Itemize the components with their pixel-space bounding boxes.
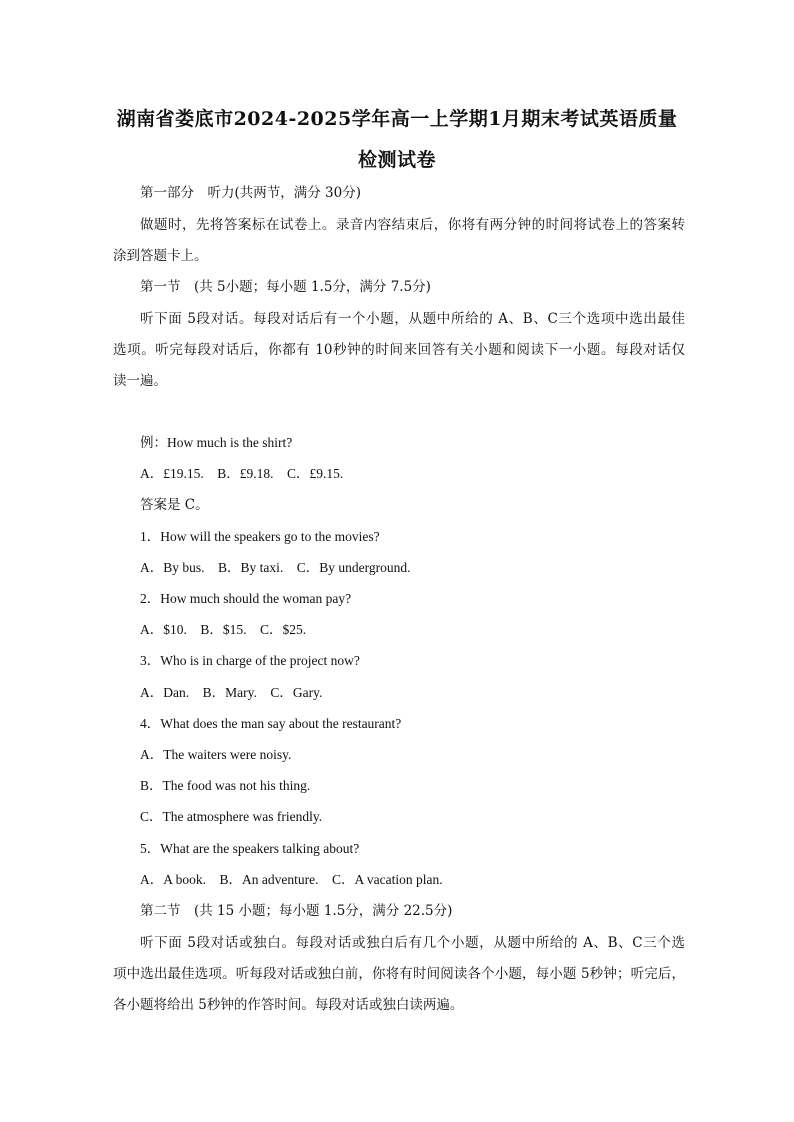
question-4-option-c: C．The atmosphere was friendly.	[140, 809, 323, 824]
question-5: 5．What are the speakers talking about?	[140, 841, 360, 856]
question-1: 1．How will the speakers go to the movies?	[140, 529, 380, 544]
document-title-line-1: 湖南省娄底市2024-2025学年高一上学期1月期末考试英语质量	[116, 108, 678, 130]
section1-desc-line-1: 听下面 5段对话。每段对话后有一个小题，从题中所给的 A、B、C三个选项中选出最佳	[140, 311, 685, 327]
instructions-line-1: 做题时，先将答案标在试卷上。录音内容结束后，你将有两分钟的时间将试卷上的答案转	[140, 217, 685, 233]
section2-desc-line-3: 各小题将给出 5秒钟的作答时间。每段对话或独白读两遍。	[113, 997, 464, 1013]
example-options: A．£19.15. B．£9.18. C．£9.15.	[140, 466, 344, 481]
question-4-option-b: B．The food was not his thing.	[140, 778, 311, 793]
section2-desc-line-2: 项中选出最佳选项。听每段对话或独白前，你将有时间阅读各个小题，每小题 5秒钟；听完后，	[113, 966, 685, 982]
question-5-options: A．A book. B．An adventure. C．A vacation plan.	[140, 872, 443, 887]
question-2-options: A．$10. B．$15. C．$25.	[140, 622, 307, 637]
question-1-options: A．By bus. B．By taxi. C．By underground.	[140, 560, 411, 575]
instructions-line-2: 涂到答题卡上。	[113, 248, 208, 264]
example-answer: 答案是 C。	[140, 497, 209, 513]
section2-heading: 第二节 (共 15 小题；每小题 1.5分，满分 22.5分)	[140, 903, 453, 919]
part1-heading: 第一部分 听力(共两节，满分 30分)	[140, 185, 362, 201]
document-title-line-2: 检测试卷	[357, 149, 436, 171]
question-4: 4．What does the man say about the restaurant?	[140, 716, 402, 731]
question-4-option-a: A．The waiters were noisy.	[140, 747, 292, 762]
section2-desc-line-1: 听下面 5段对话或独白。每段对话或独白后有几个小题，从题中所给的 A、B、C三个选	[140, 935, 685, 951]
example-question: 例：How much is the shirt?	[140, 435, 293, 450]
section1-heading: 第一节 (共 5小题；每小题 1.5分，满分 7.5分)	[140, 279, 431, 295]
question-3-options: A．Dan. B．Mary. C．Gary.	[140, 685, 323, 700]
section1-desc-line-3: 读一遍。	[113, 373, 167, 389]
question-3: 3．Who is in charge of the project now?	[140, 653, 360, 668]
question-2: 2．How much should the woman pay?	[140, 591, 352, 606]
section1-desc-line-2: 选项。听完每段对话后，你都有 10秒钟的时间来回答有关小题和阅读下一小题。每段对话仅	[113, 342, 685, 358]
